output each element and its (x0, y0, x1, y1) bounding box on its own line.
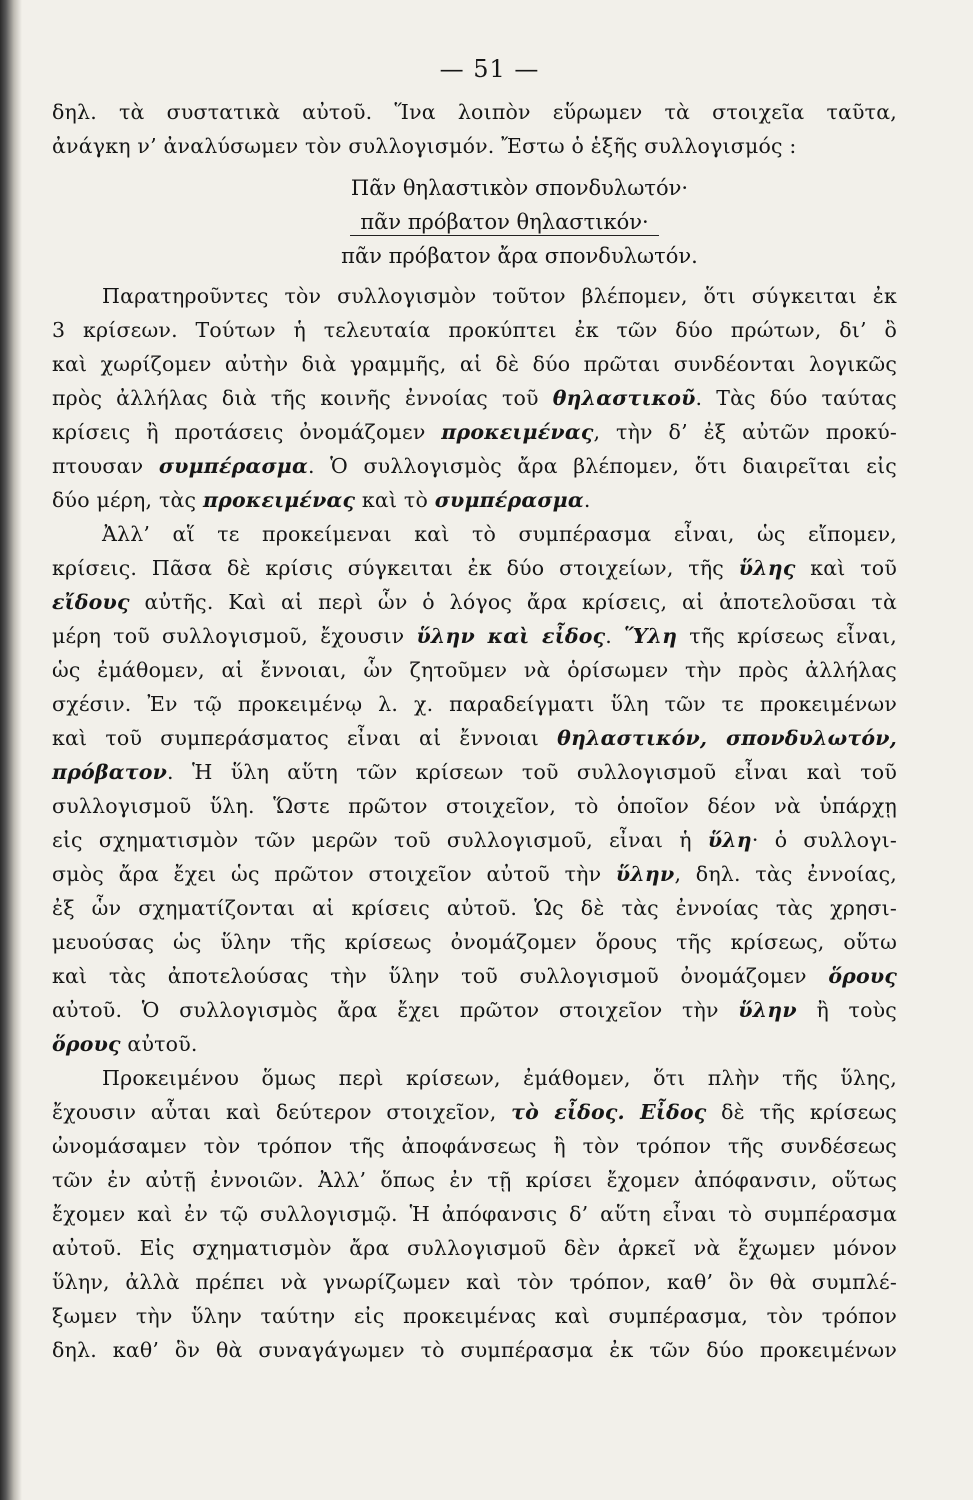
emphasis: ὕλην καὶ εἶδος (416, 624, 606, 648)
text-line: τῶν ἐν αὐτῇ ἐννοιῶν. Ἀλλ’ ὅπως ἐν τῇ κρίσει ἔχομεν ἀπόφανσιν, οὕτως (52, 1168, 897, 1192)
text-line (52, 823, 897, 857)
text-run: αὐτοῦ. (120, 1032, 198, 1056)
text-line: καὶ χωρίζομεν αὐτὴν διὰ γραμμῆς, αἱ δὲ δύο πρῶται συνδέονται λογικῶς (52, 352, 897, 376)
emphasis: συμπέρασμα (158, 454, 308, 478)
text-line (52, 1027, 897, 1061)
text-run: σμὸς ἄρα ἔχει ὡς πρῶτον στοιχεῖον αὐτοῦ τὴν (52, 862, 616, 886)
text-line: ξωμεν τὴν ὕλην ταύτην εἰς προκειμένας καὶ συμπέρασμα, τὸν τρόπον (52, 1304, 897, 1328)
text-line: ἔχομεν καὶ ἐν τῷ συλλογισμῷ. Ἡ ἀπόφανσις δ’ αὕτη εἶναι τὸ συμπέρασμα (52, 1202, 897, 1226)
text-run: . Ἡ ὕλη αὕτη τῶν κρίσεων τοῦ συλλογισμοῦ εἶναι καὶ τοῦ (167, 760, 897, 784)
text-line (52, 415, 897, 449)
text-run: ἔχουσιν αὗται καὶ δεύτερον στοιχεῖον, (52, 1100, 512, 1124)
emphasis: ὅρους (828, 964, 897, 988)
text-line: Παρατηροῦντες τὸν συλλογισμὸν τοῦτον βλέπομεν, ὅτι σύγκειται ἐκ (102, 284, 897, 308)
text-line (52, 449, 897, 483)
text-run: αὐτῆς. Καὶ αἱ περὶ ὧν ὁ λόγος ἄρα κρίσεις, αἱ ἀποτελοῦσαι τὰ (129, 590, 897, 614)
text-run: . (583, 488, 591, 512)
text-line (52, 755, 897, 789)
text-line: Ἀλλ’ αἵ τε προκείμεναι καὶ τὸ συμπέρασμα εἶναι, ὡς εἴπομεν, (102, 522, 897, 546)
text-line (52, 993, 897, 1027)
text-line (52, 857, 897, 891)
text-line (52, 619, 897, 653)
text-run: καὶ τοῦ (795, 556, 897, 580)
emphasis: ὕλης (738, 556, 796, 580)
minor-premise (52, 205, 897, 239)
text-line: Προκειμένου ὅμως περὶ κρίσεων, ἐμάθομεν, ὅτι πλὴν τῆς ὕλης, (102, 1066, 897, 1090)
emphasis: πρόβατον (52, 760, 167, 784)
text-line (52, 959, 897, 993)
text-line: ἀνάγκη ν’ ἀναλύσωμεν τὸν συλλογισμόν. Ἔστω ὁ ἑξῆς συλλογισμός : (52, 134, 797, 158)
major-premise: Πᾶν θηλαστικὸν σπονδυλωτόν· (350, 176, 689, 200)
text-line: ἐξ ὧν σχηματίζονται αἱ κρίσεις αὐτοῦ. Ὡς δὲ τὰς ἐννοίας τὰς χρησι- (52, 896, 897, 920)
text-run: , δηλ. τὰς ἐννοίας, (674, 862, 897, 886)
conclusion: πᾶν πρόβατον ἄρα σπονδυλωτόν. (341, 244, 698, 268)
text-line: 3 κρίσεων. Τούτων ἡ τελευταία προκύπτει ἐκ τῶν δύο πρώτων, δι’ ὃ (52, 318, 897, 342)
paragraph-1 (52, 279, 897, 517)
text-line: δηλ. καθ’ ὃν θὰ συναγάγωμεν τὸ συμπέρασμα ἐκ τῶν δύο προκειμένων (52, 1338, 897, 1362)
emphasis: Ὕλη (624, 624, 678, 648)
text-line (52, 585, 897, 619)
text-run: αὐτοῦ. Ὁ συλλογισμὸς ἄρα ἔχει πρῶτον στοιχεῖον τὴν (52, 998, 739, 1022)
text-run: καὶ τὰς ἀποτελούσας τὴν ὕλην τοῦ συλλογισμοῦ ὀνομάζομεν (52, 964, 829, 988)
text-run: · ὁ συλλογι- (751, 828, 897, 852)
text-line (52, 381, 897, 415)
text-run: πτουσαν (52, 454, 159, 478)
emphasis: ὕλην (615, 862, 675, 886)
emphasis: θηλαστικόν, σπονδυλωτόν, (557, 726, 898, 750)
emphasis: συμπέρασμα (434, 488, 584, 512)
text-line: μευούσας ὡς ὕλην τῆς κρίσεως ὀνομάζομεν ὅρους τῆς κρίσεως, οὕτω (52, 930, 897, 954)
text-line: δηλ. τὰ συστατικὰ αὐτοῦ. Ἵνα λοιπὸν εὕρωμεν τὰ στοιχεῖα ταῦτα, (52, 100, 897, 124)
text-line (52, 551, 897, 585)
paragraph-3 (52, 1061, 897, 1367)
text-run: ἢ τοὺς (796, 998, 897, 1022)
text-run: τῆς κρίσεως εἶναι, (677, 624, 898, 648)
text-line (52, 1095, 897, 1129)
emphasis: ὅρους (52, 1032, 121, 1056)
text-run: . Ὁ συλλογισμὸς ἄρα βλέπομεν, ὅτι διαιρεῖται εἰς (307, 454, 897, 478)
text-run: καὶ τοῦ συμπεράσματος εἶναι αἱ ἔννοιαι (52, 726, 558, 750)
text-line: σχέσιν. Ἐν τῷ προκειμένῳ λ. χ. παραδείγματι ὕλη τῶν τε προκειμένων (52, 692, 897, 716)
emphasis: τὸ εἶδος. Εἶδος (511, 1100, 707, 1124)
text-line (52, 483, 897, 517)
emphasis: ὕλην (738, 998, 797, 1022)
text-run: μέρη τοῦ συλλογισμοῦ, ἔχουσιν (52, 624, 417, 648)
text-line (52, 721, 897, 755)
emphasis: προκειμένας (202, 488, 356, 512)
text-run: καὶ τὸ (355, 488, 435, 512)
text-run: δύο μέρη, τὰς (52, 488, 203, 512)
emphasis: εἴδους (52, 590, 130, 614)
text-run: κρίσεις. Πᾶσα δὲ κρίσις σύγκειται ἐκ δύο στοιχείων, τῆς (52, 556, 739, 580)
emphasis: προκειμένας (441, 420, 594, 444)
text-line: αὐτοῦ. Εἰς σχηματισμὸν ἄρα συλλογισμοῦ δὲν ἀρκεῖ νὰ ἔχωμεν μόνον (52, 1236, 897, 1260)
page-number: — 51 — (439, 55, 540, 83)
scanned-page-edge (0, 0, 22, 1500)
text-run: . (605, 624, 625, 648)
text-run: δὲ τῆς κρίσεως (706, 1100, 897, 1124)
text-run: , τὴν δ’ ἐξ αὐτῶν προκύ- (593, 420, 897, 444)
book-page (52, 55, 897, 1367)
text-run: πρὸς ἀλλήλας διὰ τῆς κοινῆς ἐννοίας τοῦ (52, 386, 553, 410)
text-line: ὡς ἐμάθομεν, αἱ ἔννοιαι, ὧν ζητοῦμεν νὰ ὁρίσωμεν τὴν πρὸς ἀλλήλας (52, 658, 897, 682)
syllogism-example (52, 171, 897, 273)
text-run: εἰς σχηματισμὸν τῶν μερῶν τοῦ συλλογισμοῦ, εἶναι ἡ (52, 828, 708, 852)
paragraph-2 (52, 517, 897, 1061)
minor-premise-text: πᾶν πρόβατον θηλαστικόν· (350, 210, 658, 236)
text-line: συλλογισμοῦ ὕλη. Ὥστε πρῶτον στοιχεῖον, τὸ ὁποῖον δέον νὰ ὑπάρχῃ (52, 794, 897, 818)
text-line: ὕλην, ἀλλὰ πρέπει νὰ γνωρίζωμεν καὶ τὸν τρόπον, καθ’ ὃν θὰ συμπλέ- (52, 1270, 897, 1294)
emphasis: ὕλη (707, 828, 752, 852)
text-line: ὠνομάσαμεν τὸν τρόπον τῆς ἀποφάνσεως ἢ τὸν τρόπον τῆς συνδέσεως (52, 1134, 897, 1158)
text-run: κρίσεις ἢ προτάσεις ὀνομάζομεν (52, 420, 442, 444)
emphasis: θηλαστικοῦ (552, 386, 696, 410)
text-run: . Τὰς δύο ταύτας (695, 386, 897, 410)
